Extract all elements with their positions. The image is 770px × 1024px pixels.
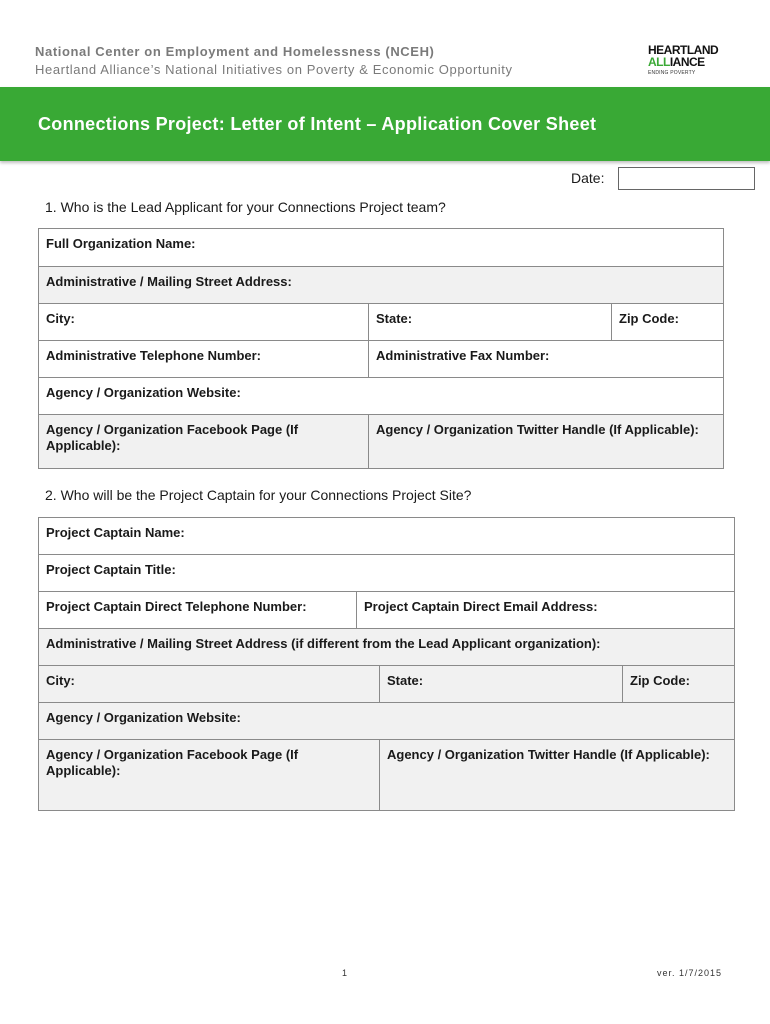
captain-title-field[interactable]: Project Captain Title: (46, 562, 176, 577)
captain-city-field[interactable]: City: (39, 666, 380, 702)
captain-name-field[interactable]: Project Captain Name: (46, 525, 185, 540)
table-row (39, 378, 723, 415)
heartland-alliance-logo (648, 44, 718, 76)
page-title: Connections Project: Letter of Intent – Application Cover Sheet (38, 114, 597, 134)
question-2: 2. Who will be the Project Captain for your Connections Project Site? (45, 487, 472, 503)
captain-mailing-address-field[interactable]: Administrative / Mailing Street Address (if different from the Lead Applicant organization): (46, 636, 601, 651)
logo-line-2-green: ALL (648, 55, 670, 69)
date-field[interactable] (618, 167, 755, 190)
facebook-field[interactable]: Agency / Organization Facebook Page (If Applicable): (39, 415, 369, 468)
state-field[interactable]: State: (369, 304, 612, 340)
mailing-address-field[interactable]: Administrative / Mailing Street Address: (46, 274, 292, 289)
project-captain-table (38, 517, 735, 811)
full-org-name-field[interactable]: Full Organization Name: (46, 236, 196, 251)
logo-line-2-dark: IANCE (669, 55, 705, 69)
captain-twitter-field[interactable]: Agency / Organization Twitter Handle (If Applicable): (387, 747, 710, 762)
logo-tagline: ENDING POVERTY (648, 70, 696, 76)
title-banner (0, 87, 770, 161)
captain-email-field[interactable]: Project Captain Direct Email Address: (364, 599, 598, 614)
table-row (39, 666, 734, 703)
captain-zip-code-field[interactable]: Zip Code: (630, 673, 690, 688)
captain-website-field[interactable]: Agency / Organization Website: (46, 710, 241, 725)
lead-applicant-table (38, 228, 724, 469)
org-header (35, 44, 513, 77)
table-row (39, 592, 734, 629)
zip-code-field[interactable]: Zip Code: (619, 311, 679, 326)
logo-line-1: HEARTLAND (648, 43, 719, 57)
table-row (39, 267, 723, 304)
version-label: ver. 1/7/2015 (657, 968, 723, 978)
table-row (39, 341, 723, 378)
table-row (39, 518, 734, 555)
captain-phone-field[interactable]: Project Captain Direct Telephone Number: (39, 592, 357, 628)
org-subtitle: Heartland Alliance’s National Initiatives on Poverty & Economic Opportunity (35, 62, 513, 77)
twitter-field[interactable]: Agency / Organization Twitter Handle (If Applicable): (376, 422, 699, 437)
fax-field[interactable]: Administrative Fax Number: (376, 348, 550, 363)
table-row (39, 555, 734, 592)
org-name: National Center on Employment and Homelessness (NCEH) (35, 44, 435, 59)
website-field[interactable]: Agency / Organization Website: (46, 385, 241, 400)
table-row (39, 415, 723, 468)
telephone-field[interactable]: Administrative Telephone Number: (39, 341, 369, 377)
table-row (39, 304, 723, 341)
table-row (39, 740, 734, 810)
question-1: 1. Who is the Lead Applicant for your Connections Project team? (45, 199, 446, 215)
date-label: Date: (571, 170, 605, 186)
table-row (39, 703, 734, 740)
page-number: 1 (342, 968, 348, 978)
table-row (39, 629, 734, 666)
captain-facebook-field[interactable]: Agency / Organization Facebook Page (If Applicable): (39, 740, 380, 810)
logo-line-2 (648, 56, 718, 68)
captain-state-field[interactable]: State: (380, 666, 623, 702)
table-row (39, 229, 723, 267)
city-field[interactable]: City: (39, 304, 369, 340)
